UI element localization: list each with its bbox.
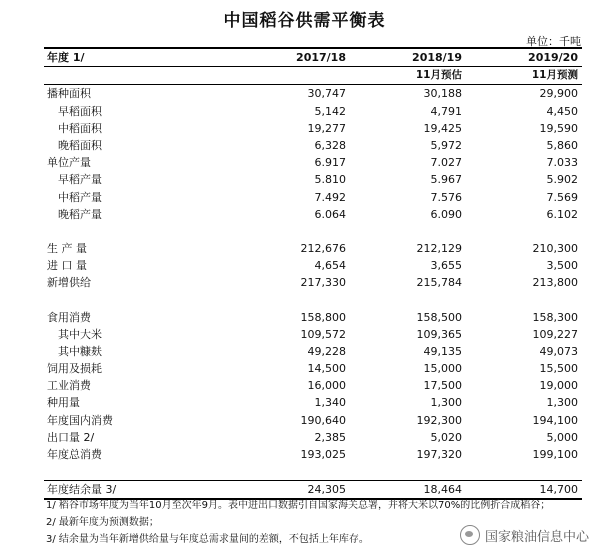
blank-row	[44, 291, 582, 308]
row-label: 中稻面积	[58, 121, 102, 135]
row-value: 3,500	[546, 259, 578, 273]
row-value: 18,464	[350, 481, 466, 500]
table-row	[44, 120, 582, 137]
row-label: 晚稻面积	[58, 139, 102, 153]
row-label: 早稻产量	[58, 173, 102, 187]
row-value: 15,500	[539, 362, 578, 376]
row-value: 7.569	[546, 190, 578, 204]
row-label: 播种面积	[47, 87, 91, 101]
table-row	[44, 274, 582, 291]
row-value: 29,900	[539, 87, 578, 101]
row-label: 饲用及损耗	[47, 362, 102, 376]
row-label: 中稻产量	[58, 190, 102, 204]
unit-label: 单位：千吨	[526, 35, 581, 48]
row-value: 30,188	[423, 87, 462, 101]
row-value: 17,500	[423, 379, 462, 393]
row-value: 2,385	[314, 430, 346, 444]
row-value: 7.027	[430, 156, 462, 170]
table-row	[44, 154, 582, 171]
row-value: 4,791	[430, 104, 462, 118]
header-year-3: 2019/20	[466, 48, 582, 67]
row-value: 158,500	[416, 310, 462, 324]
row-value: 15,000	[423, 362, 462, 376]
row-value: 49,228	[307, 344, 346, 358]
row-value: 158,300	[532, 310, 578, 324]
page-title: 中国稻谷供需平衡表	[223, 11, 386, 31]
table-row	[44, 360, 582, 377]
table-row	[44, 257, 582, 274]
row-value: 6,328	[314, 139, 346, 153]
row-value: 19,425	[423, 121, 462, 135]
subheader-3: 11月预测	[466, 67, 582, 85]
row-value: 6.917	[314, 156, 346, 170]
row-value: 24,305	[234, 481, 350, 500]
row-value: 19,000	[539, 379, 578, 393]
row-value: 5,000	[546, 430, 578, 444]
row-value: 5,860	[546, 139, 578, 153]
header-year-2: 2018/19	[350, 48, 466, 67]
table-row	[44, 171, 582, 188]
row-value: 30,747	[307, 87, 346, 101]
row-value: 6.064	[314, 207, 346, 221]
row-value: 6.102	[546, 207, 578, 221]
row-value: 1,340	[314, 396, 346, 410]
row-value: 109,572	[300, 327, 346, 341]
row-label: 种用量	[47, 396, 80, 410]
wechat-logo-icon	[460, 525, 480, 545]
balance-table	[44, 47, 582, 500]
table-row	[44, 326, 582, 343]
footnote: 3/ 结余量为当年新增供给量与年度总需求量间的差额，不包括上年库存。	[46, 534, 369, 545]
row-value: 194,100	[532, 413, 578, 427]
row-value: 212,129	[416, 241, 462, 255]
row-value: 7.492	[314, 190, 346, 204]
row-value: 4,654	[314, 259, 346, 273]
row-value: 199,100	[532, 448, 578, 462]
row-label: 年度总消费	[47, 448, 102, 462]
footnote: 2/ 最新年度为预测数据；	[46, 517, 159, 528]
row-value: 210,300	[532, 241, 578, 255]
row-label: 食用消费	[47, 310, 91, 324]
row-value: 212,676	[300, 241, 346, 255]
row-label: 工业消费	[47, 379, 91, 393]
row-value: 7.576	[430, 190, 462, 204]
table-row	[44, 343, 582, 360]
row-value: 1,300	[430, 396, 462, 410]
row-label: 单位产量	[47, 156, 91, 170]
row-value: 5,020	[430, 430, 462, 444]
header-year-label: 年度 1/	[44, 48, 234, 67]
table-row	[44, 429, 582, 446]
row-value: 49,135	[423, 344, 462, 358]
row-value: 217,330	[300, 276, 346, 290]
row-value: 109,227	[532, 327, 578, 341]
footnote: 1/ 稻谷市场年度为当年10月至次年9月。表中进出口数据引自国家海关总署，并将大米以70%的比例折合成稻谷；	[46, 500, 551, 511]
row-value: 193,025	[300, 448, 346, 462]
table-row	[44, 394, 582, 411]
row-value: 49,073	[539, 344, 578, 358]
table-row	[44, 85, 582, 103]
row-value: 7.033	[546, 156, 578, 170]
table-row	[44, 412, 582, 429]
table-row	[44, 446, 582, 463]
watermark	[460, 525, 589, 545]
row-value: 213,800	[532, 276, 578, 290]
table-header-row	[44, 48, 582, 67]
row-value: 190,640	[300, 413, 346, 427]
table-row	[44, 137, 582, 154]
blank-row	[44, 223, 582, 240]
row-value: 4,450	[546, 104, 578, 118]
row-label: 年度结余量 3/	[44, 481, 234, 500]
row-value: 1,300	[546, 396, 578, 410]
row-value: 19,277	[307, 121, 346, 135]
subheader-1	[234, 67, 350, 85]
row-label: 晚稻产量	[58, 207, 102, 221]
watermark-text: 国家粮油信息中心	[484, 529, 589, 545]
table-row	[44, 206, 582, 223]
row-value: 215,784	[416, 276, 462, 290]
row-value: 5,142	[314, 104, 346, 118]
row-label: 早稻面积	[58, 104, 102, 118]
row-value: 6.090	[430, 207, 462, 221]
row-label: 年度国内消费	[47, 413, 113, 427]
row-value: 14,500	[307, 362, 346, 376]
table-subheader-row	[44, 67, 582, 85]
row-value: 16,000	[307, 379, 346, 393]
row-label: 生 产 量	[47, 241, 87, 255]
subheader-2: 11月预估	[350, 67, 466, 85]
table-row	[44, 377, 582, 394]
row-label: 出口量 2/	[47, 430, 95, 444]
row-value: 5.902	[546, 173, 578, 187]
row-value: 3,655	[430, 259, 462, 273]
row-value: 14,700	[466, 481, 582, 500]
table-row	[44, 189, 582, 206]
table-row	[44, 240, 582, 257]
row-value: 5,972	[430, 139, 462, 153]
table-row	[44, 103, 582, 120]
blank-row	[44, 463, 582, 481]
header-year-1: 2017/18	[234, 48, 350, 67]
row-label: 其中糠麸	[58, 344, 102, 358]
row-value: 19,590	[539, 121, 578, 135]
row-label: 新增供给	[47, 276, 91, 290]
row-value: 158,800	[300, 310, 346, 324]
row-value: 109,365	[416, 327, 462, 341]
row-label: 进 口 量	[47, 259, 87, 273]
row-value: 197,320	[416, 448, 462, 462]
row-value: 5.967	[430, 173, 462, 187]
table-row	[44, 308, 582, 325]
row-label: 其中大米	[58, 327, 102, 341]
row-value: 192,300	[416, 413, 462, 427]
row-value: 5.810	[314, 173, 346, 187]
